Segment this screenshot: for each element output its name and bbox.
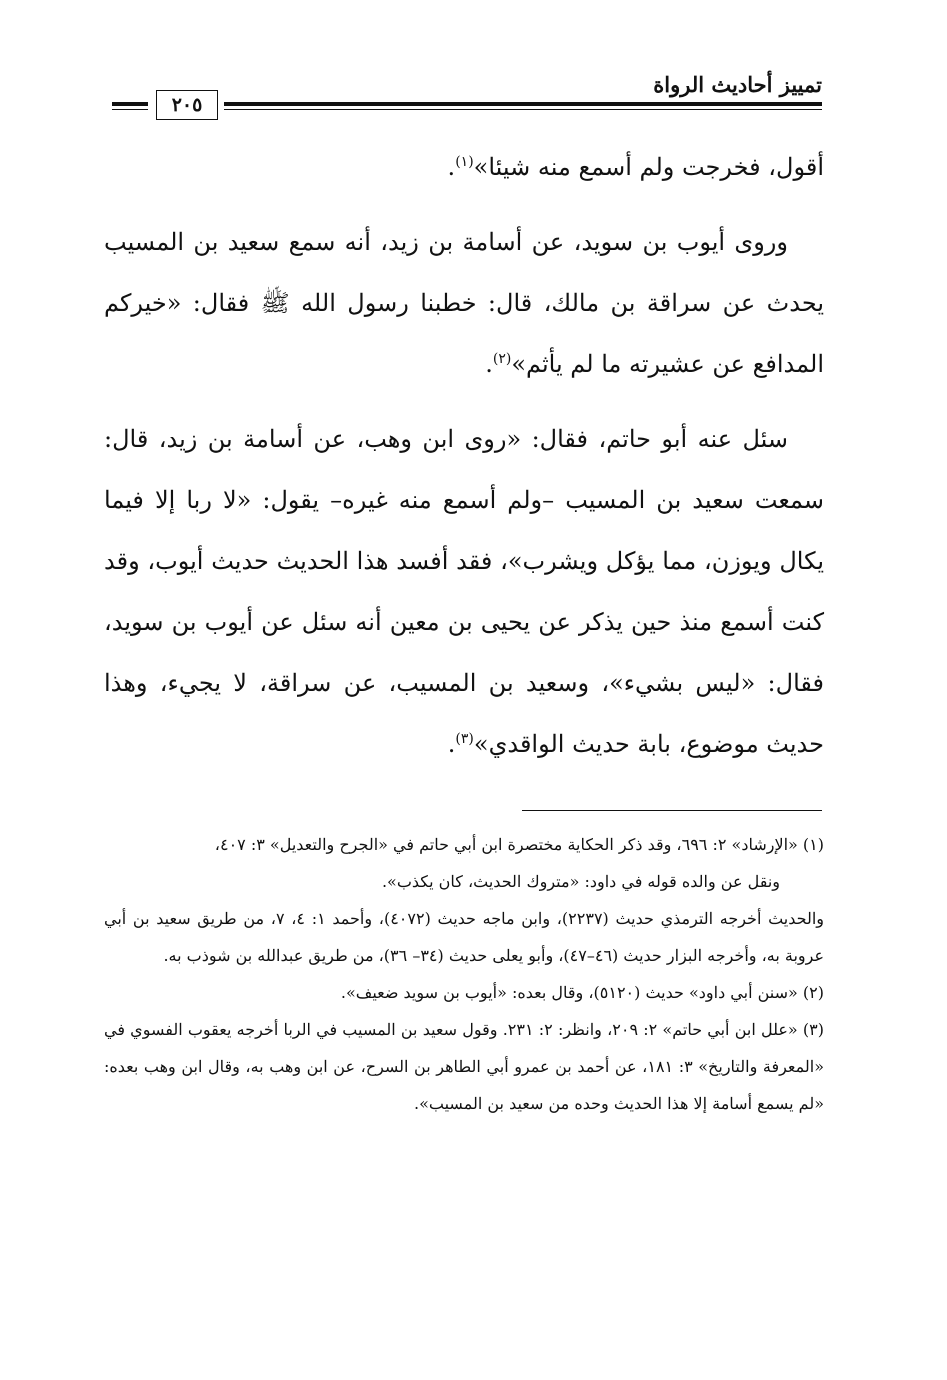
footnote-ref-2: (٢) [492, 351, 512, 367]
footnote-3: (٣) «علل ابن أبي حاتم» ٢: ٢٠٩، وانظر: ٢: ٢٣١. وقول سعيد بن المسيب في الربا أخرجه يعقوب الفسوي في «المعرفة والتاريخ» ٣: ١٨١، عن أحمد بن عمرو أبي الطاهر بن السرح، عن ابن وهب به، وقال ابن وهب بعده: «لم يسمع أسامة إلا هذا الحديث وحده من سعيد بن المسيب». [104, 1020, 824, 1113]
main-text [104, 137, 824, 775]
paragraph-2: وروى أيوب بن سويد، عن أسامة بن زيد، أنه سمع سعيد بن المسيب يحدث عن سراقة بن مالك، قال: خطبنا رسول الله ﷺ فقال: «خيركم المدافع عن عشيرته ما لم يأثم»$^{(٢)}$. [104, 228, 824, 378]
footnote-ref-1: (١) [455, 154, 474, 170]
footnote-1-line-1: (١) «الإرشاد» ٢: ٦٩٦، وقد ذكر الحكاية مختصرة ابن أبي حاتم في «الجرح والتعديل» ٣: ٤٠٧، [214, 835, 824, 854]
footnote-2: (٢) «سنن أبي داود» حديث (٥١٢٠)، وقال بعده: «أيوب بن سويد ضعيف». [340, 983, 824, 1002]
header-rule-left-thin [112, 109, 148, 110]
paragraph-2-text: وروى أيوب بن سويد، عن أسامة بن زيد، أنه سمع سعيد بن المسيب يحدث عن سراقة بن مالك، قال: خطبنا رسول الله ﷺ فقال: «خيركم المدافع عن عشيرته ما لم يأثم» [104, 228, 824, 378]
footnotes [104, 826, 824, 1122]
paragraph-gap [104, 198, 824, 212]
running-title: تمييز أحاديث الرواة [653, 72, 822, 97]
page-number: ٢٠٥ [156, 90, 218, 120]
footnote-ref-3: (٣) [455, 731, 474, 747]
footnote-separator [522, 810, 822, 811]
footnote-1-extra: والحديث أخرجه الترمذي حديث (٢٢٣٧)، وابن ماجه حديث (٤٠٧٢)، وأحمد ١: ٤، ٧، من طريق سعيد بن أبي عروبة به، وأخرجه البزار حديث (٤٦–٤٧)، وأبو يعلى حديث (٣٤– ٣٦)، من طريق عبدالله بن شوذب به. [104, 909, 825, 965]
header-rule-thin [224, 109, 822, 110]
footnote-1-line-2: ونقل عن والده قوله في داود: «متروك الحديث، كان يكذب». [381, 872, 780, 891]
paragraph-3-text: سئل عنه أبو حاتم، فقال: «روى ابن وهب، عن أسامة بن زيد، قال: سمعت سعيد بن المسيب –ولم أسمع منه غيره– يقول: «لا ربا إلا فيما يكال ويوزن، مما يؤكل ويشرب»، فقد أفسد هذا الحديث حديث أيوب، وقد كنت أسمع منذ حين يذكر عن يحيى بن معين أنه سئل عن أيوب بن سويد، فقال: «ليس بشيء»، وسعيد بن المسيب، عن سراقة، لا يجيء، وهذا حديث موضوع، بابة حديث الواقدي» [104, 425, 825, 758]
paragraph-gap [104, 395, 824, 409]
paragraph-1: أقول، فخرجت ولم أسمع منه شيئا»$^{(١)}$. [447, 153, 824, 181]
header-rule-thick [224, 102, 822, 106]
paragraph-1-text: أقول، فخرجت ولم أسمع منه شيئا» [473, 153, 824, 181]
page-header [112, 72, 822, 124]
paragraph-3: سئل عنه أبو حاتم، فقال: «روى ابن وهب، عن أسامة بن زيد، قال: سمعت سعيد بن المسيب –ولم أسمع منه غيره– يقول: «لا ربا إلا فيما يكال ويوزن، مما يؤكل ويشرب»، فقد أفسد هذا الحديث حديث أيوب، وقد كنت أسمع منذ حين يذكر عن يحيى بن معين أنه سئل عن أيوب بن سويد، فقال: «ليس بشيء»، وسعيد بن المسيب، عن سراقة، لا يجيء، وهذا حديث موضوع، بابة حديث الواقدي»$^{(٣)}$. [104, 425, 825, 758]
header-rule-left-thick [112, 102, 148, 106]
